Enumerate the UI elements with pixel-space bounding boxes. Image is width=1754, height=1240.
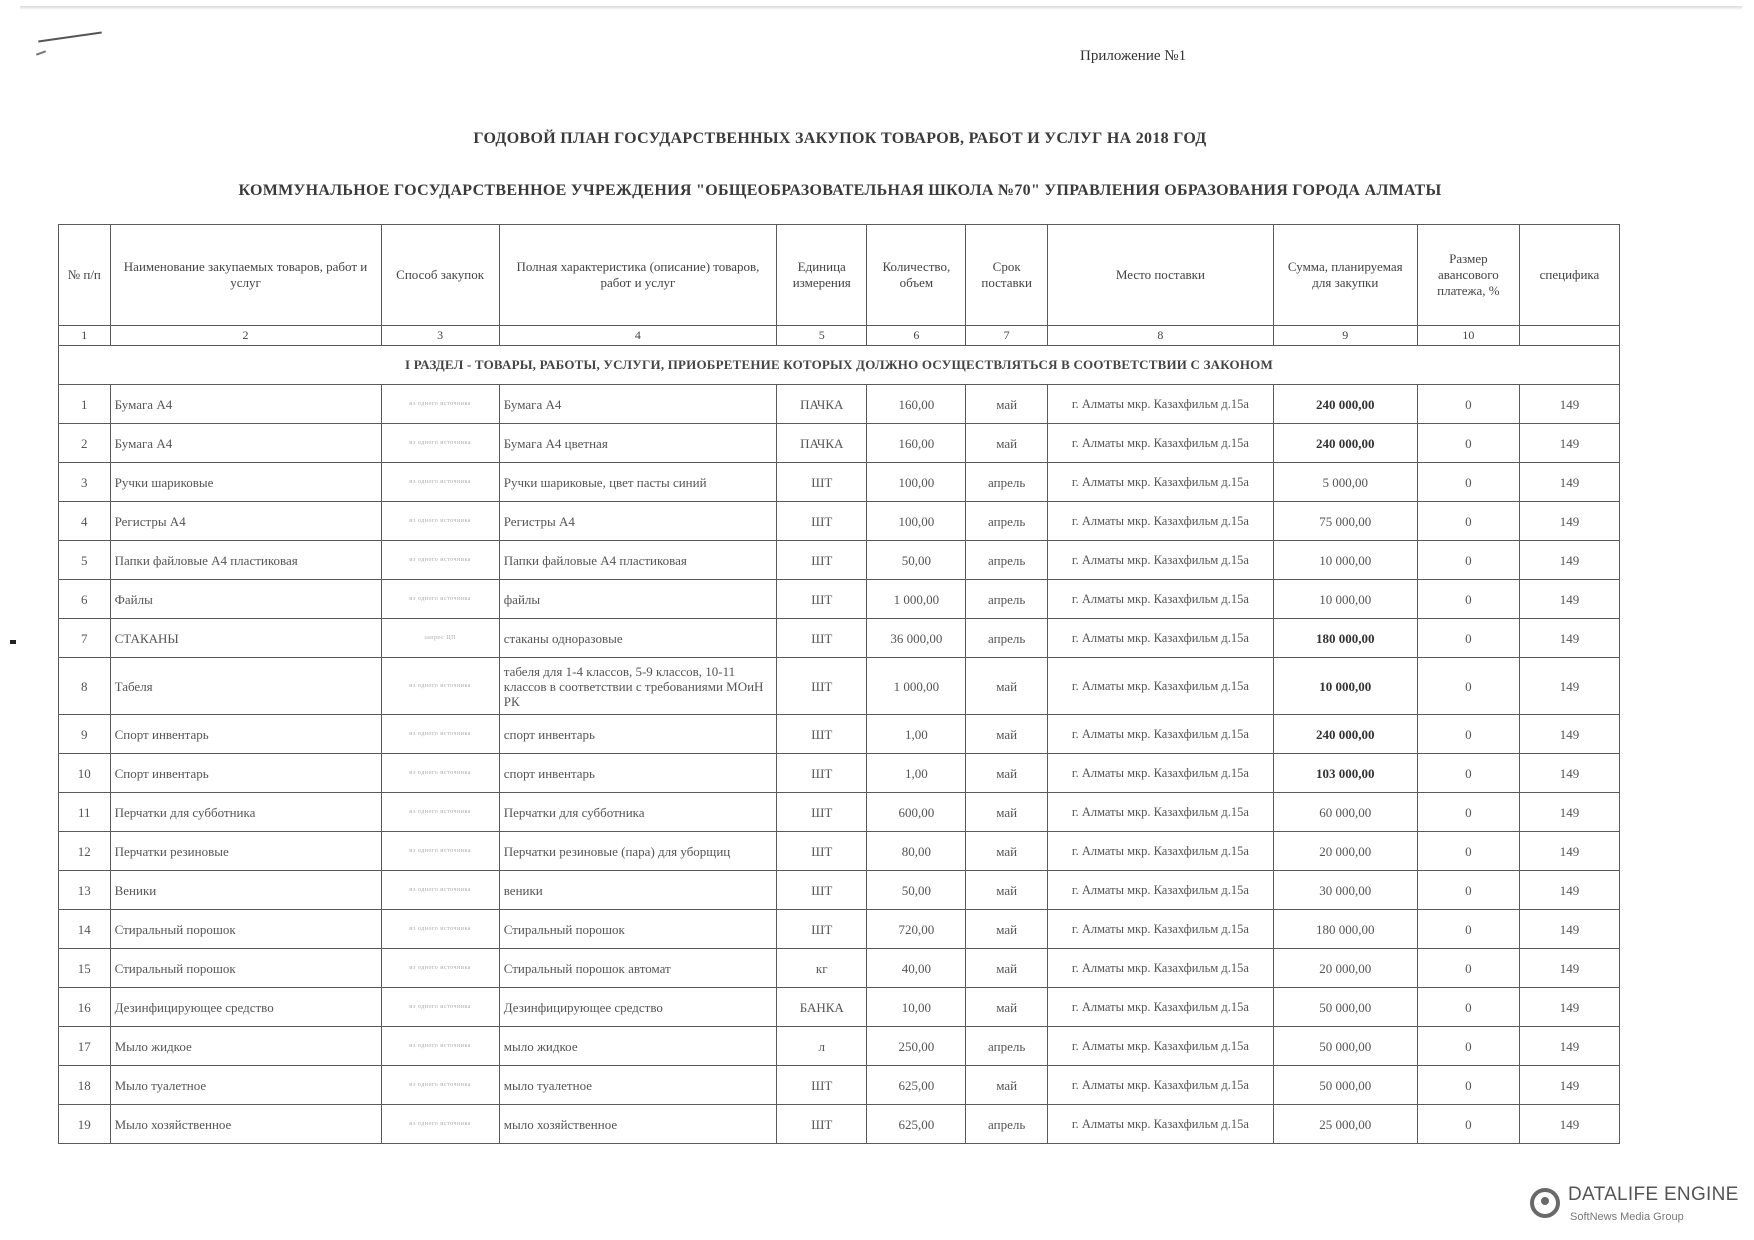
item-description: Регистры А4: [499, 502, 776, 541]
table-row: [59, 793, 1620, 832]
delivery-term: май: [966, 754, 1048, 793]
unit-of-measure: БАНКА: [777, 988, 867, 1027]
item-description: табеля для 1-4 классов, 5-9 классов, 10-11 классов в соответствии с требованиями МОиН РК: [499, 658, 776, 715]
specific-code: 149: [1519, 1105, 1619, 1144]
table-row: [59, 619, 1620, 658]
procurement-method: из одного источника: [381, 871, 499, 910]
advance-payment: 0: [1417, 715, 1519, 754]
delivery-place: г. Алматы мкр. Казахфильм д.15а: [1048, 424, 1274, 463]
scan-edge: [20, 6, 1742, 10]
procurement-method: из одного источника: [381, 424, 499, 463]
planned-sum: 20 000,00: [1273, 949, 1417, 988]
appendix-label: Приложение №1: [1080, 48, 1187, 64]
delivery-term: апрель: [966, 619, 1048, 658]
planned-sum: 240 000,00: [1273, 385, 1417, 424]
column-header: Наименование закупаемых товаров, работ и услуг: [110, 225, 381, 326]
row-number: 10: [59, 754, 111, 793]
unit-of-measure: ШТ: [777, 580, 867, 619]
item-name: Ручки шариковые: [110, 463, 381, 502]
delivery-place: г. Алматы мкр. Казахфильм д.15а: [1048, 502, 1274, 541]
quantity: 50,00: [867, 871, 966, 910]
row-number: 3: [59, 463, 111, 502]
delivery-place: г. Алматы мкр. Казахфильм д.15а: [1048, 949, 1274, 988]
procurement-method: из одного источника: [381, 910, 499, 949]
advance-payment: 0: [1417, 502, 1519, 541]
quantity: 10,00: [867, 988, 966, 1027]
item-description: мыло жидкое: [499, 1027, 776, 1066]
delivery-place: г. Алматы мкр. Казахфильм д.15а: [1048, 1105, 1274, 1144]
specific-code: 149: [1519, 619, 1619, 658]
delivery-term: май: [966, 715, 1048, 754]
planned-sum: 25 000,00: [1273, 1105, 1417, 1144]
delivery-term: апрель: [966, 1027, 1048, 1066]
specific-code: 149: [1519, 424, 1619, 463]
unit-of-measure: ПАЧКА: [777, 424, 867, 463]
item-description: Ручки шариковые, цвет пасты синий: [499, 463, 776, 502]
item-description: мыло туалетное: [499, 1066, 776, 1105]
quantity: 36 000,00: [867, 619, 966, 658]
quantity: 1 000,00: [867, 580, 966, 619]
table-row: [59, 1105, 1620, 1144]
unit-of-measure: ШТ: [777, 619, 867, 658]
planned-sum: 30 000,00: [1273, 871, 1417, 910]
row-number: 12: [59, 832, 111, 871]
column-header: Сумма, планируемая для закупки: [1273, 225, 1417, 326]
procurement-method: из одного источника: [381, 1105, 499, 1144]
planned-sum: 75 000,00: [1273, 502, 1417, 541]
specific-code: 149: [1519, 463, 1619, 502]
item-name: Файлы: [110, 580, 381, 619]
item-name: Перчатки для субботника: [110, 793, 381, 832]
delivery-term: май: [966, 385, 1048, 424]
table-row: [59, 715, 1620, 754]
delivery-place: г. Алматы мкр. Казахфильм д.15а: [1048, 619, 1274, 658]
quantity: 625,00: [867, 1105, 966, 1144]
item-name: Стиральный порошок: [110, 910, 381, 949]
delivery-term: май: [966, 793, 1048, 832]
quantity: 40,00: [867, 949, 966, 988]
item-description: Бумага А4: [499, 385, 776, 424]
specific-code: 149: [1519, 910, 1619, 949]
row-number: 6: [59, 580, 111, 619]
quantity: 1,00: [867, 754, 966, 793]
unit-of-measure: ПАЧКА: [777, 385, 867, 424]
specific-code: 149: [1519, 715, 1619, 754]
delivery-place: г. Алматы мкр. Казахфильм д.15а: [1048, 1027, 1274, 1066]
specific-code: 149: [1519, 832, 1619, 871]
quantity: 160,00: [867, 424, 966, 463]
unit-of-measure: ШТ: [777, 463, 867, 502]
row-number: 1: [59, 385, 111, 424]
column-number: 4: [499, 326, 776, 346]
column-number: 6: [867, 326, 966, 346]
specific-code: 149: [1519, 793, 1619, 832]
row-number: 19: [59, 1105, 111, 1144]
column-header: Место поставки: [1048, 225, 1274, 326]
planned-sum: 60 000,00: [1273, 793, 1417, 832]
procurement-method: из одного источника: [381, 754, 499, 793]
row-number: 16: [59, 988, 111, 1027]
specific-code: 149: [1519, 1066, 1619, 1105]
planned-sum: 50 000,00: [1273, 1066, 1417, 1105]
specific-code: 149: [1519, 580, 1619, 619]
planned-sum: 10 000,00: [1273, 541, 1417, 580]
quantity: 625,00: [867, 1066, 966, 1105]
advance-payment: 0: [1417, 580, 1519, 619]
planned-sum: 5 000,00: [1273, 463, 1417, 502]
delivery-place: г. Алматы мкр. Казахфильм д.15а: [1048, 541, 1274, 580]
specific-code: 149: [1519, 385, 1619, 424]
table-row: [59, 658, 1620, 715]
delivery-term: май: [966, 658, 1048, 715]
advance-payment: 0: [1417, 385, 1519, 424]
pen-mark: [36, 50, 46, 55]
item-description: Перчатки для субботника: [499, 793, 776, 832]
item-name: Папки файловые А4 пластиковая: [110, 541, 381, 580]
column-number: [1519, 326, 1619, 346]
unit-of-measure: ШТ: [777, 502, 867, 541]
planned-sum: 103 000,00: [1273, 754, 1417, 793]
quantity: 1 000,00: [867, 658, 966, 715]
watermark-logo-icon: [1530, 1188, 1560, 1218]
delivery-term: май: [966, 1066, 1048, 1105]
advance-payment: 0: [1417, 793, 1519, 832]
row-number: 2: [59, 424, 111, 463]
item-description: стаканы одноразовые: [499, 619, 776, 658]
specific-code: 149: [1519, 1027, 1619, 1066]
delivery-place: г. Алматы мкр. Казахфильм д.15а: [1048, 871, 1274, 910]
delivery-place: г. Алматы мкр. Казахфильм д.15а: [1048, 658, 1274, 715]
column-number: 1: [59, 326, 111, 346]
section-row: [59, 346, 1620, 385]
planned-sum: 240 000,00: [1273, 715, 1417, 754]
column-header: Способ закупок: [381, 225, 499, 326]
item-description: веники: [499, 871, 776, 910]
planned-sum: 180 000,00: [1273, 910, 1417, 949]
unit-of-measure: ШТ: [777, 1105, 867, 1144]
procurement-method: из одного источника: [381, 1027, 499, 1066]
quantity: 50,00: [867, 541, 966, 580]
item-description: Бумага А4 цветная: [499, 424, 776, 463]
delivery-place: г. Алматы мкр. Казахфильм д.15а: [1048, 385, 1274, 424]
procurement-method: из одного источника: [381, 832, 499, 871]
unit-of-measure: ШТ: [777, 541, 867, 580]
advance-payment: 0: [1417, 1105, 1519, 1144]
delivery-place: г. Алматы мкр. Казахфильм д.15а: [1048, 580, 1274, 619]
item-name: Мыло туалетное: [110, 1066, 381, 1105]
table-row: [59, 502, 1620, 541]
table-row: [59, 424, 1620, 463]
item-name: Бумага А4: [110, 385, 381, 424]
item-name: Спорт инвентарь: [110, 715, 381, 754]
quantity: 600,00: [867, 793, 966, 832]
column-number: 9: [1273, 326, 1417, 346]
specific-code: 149: [1519, 949, 1619, 988]
organization-title: КОММУНАЛЬНОЕ ГОСУДАРСТВЕННОЕ УЧРЕЖДЕНИЯ "ОБЩЕОБРАЗОВАТЕЛЬНАЯ ШКОЛА №70" УПРАВЛЕНИЯ ОБРАЗОВАНИЯ ГОРОДА АЛМАТЫ: [238, 182, 1442, 199]
table-row: [59, 1066, 1620, 1105]
item-name: Бумага А4: [110, 424, 381, 463]
item-name: Регистры А4: [110, 502, 381, 541]
column-header: № п/п: [59, 225, 111, 326]
quantity: 160,00: [867, 385, 966, 424]
delivery-term: май: [966, 949, 1048, 988]
row-number: 8: [59, 658, 111, 715]
column-header: Количество, объем: [867, 225, 966, 326]
table-row: [59, 910, 1620, 949]
planned-sum: 20 000,00: [1273, 832, 1417, 871]
delivery-place: г. Алматы мкр. Казахфильм д.15а: [1048, 910, 1274, 949]
specific-code: 149: [1519, 502, 1619, 541]
delivery-place: г. Алматы мкр. Казахфильм д.15а: [1048, 793, 1274, 832]
row-number: 14: [59, 910, 111, 949]
table-header-row: [59, 225, 1620, 326]
advance-payment: 0: [1417, 949, 1519, 988]
procurement-method: из одного источника: [381, 793, 499, 832]
unit-of-measure: ШТ: [777, 1066, 867, 1105]
row-number: 4: [59, 502, 111, 541]
item-name: Спорт инвентарь: [110, 754, 381, 793]
unit-of-measure: кг: [777, 949, 867, 988]
table-row: [59, 580, 1620, 619]
quantity: 250,00: [867, 1027, 966, 1066]
delivery-place: г. Алматы мкр. Казахфильм д.15а: [1048, 463, 1274, 502]
advance-payment: 0: [1417, 1066, 1519, 1105]
column-header: Единица измерения: [777, 225, 867, 326]
unit-of-measure: ШТ: [777, 658, 867, 715]
delivery-term: апрель: [966, 463, 1048, 502]
table-row: [59, 871, 1620, 910]
row-number: 17: [59, 1027, 111, 1066]
procurement-method: из одного источника: [381, 658, 499, 715]
item-name: СТАКАНЫ: [110, 619, 381, 658]
delivery-place: г. Алматы мкр. Казахфильм д.15а: [1048, 715, 1274, 754]
planned-sum: 240 000,00: [1273, 424, 1417, 463]
table-row: [59, 385, 1620, 424]
procurement-method: из одного источника: [381, 463, 499, 502]
item-description: Стиральный порошок автомат: [499, 949, 776, 988]
specific-code: 149: [1519, 988, 1619, 1027]
procurement-method: из одного источника: [381, 1066, 499, 1105]
procurement-method: из одного источника: [381, 580, 499, 619]
column-header: Полная характеристика (описание) товаров, работ и услуг: [499, 225, 776, 326]
advance-payment: 0: [1417, 463, 1519, 502]
unit-of-measure: ШТ: [777, 832, 867, 871]
column-number: 7: [966, 326, 1048, 346]
column-number: 3: [381, 326, 499, 346]
column-header: Срок поставки: [966, 225, 1048, 326]
procurement-method: из одного источника: [381, 715, 499, 754]
unit-of-measure: ШТ: [777, 793, 867, 832]
table-row: [59, 832, 1620, 871]
advance-payment: 0: [1417, 832, 1519, 871]
column-number: 8: [1048, 326, 1274, 346]
row-number: 5: [59, 541, 111, 580]
item-name: Стиральный порошок: [110, 949, 381, 988]
delivery-place: г. Алматы мкр. Казахфильм д.15а: [1048, 988, 1274, 1027]
advance-payment: 0: [1417, 988, 1519, 1027]
delivery-place: г. Алматы мкр. Казахфильм д.15а: [1048, 754, 1274, 793]
column-header: специфика: [1519, 225, 1619, 326]
delivery-term: апрель: [966, 502, 1048, 541]
unit-of-measure: л: [777, 1027, 867, 1066]
column-header: Размер авансового платежа, %: [1417, 225, 1519, 326]
planned-sum: 180 000,00: [1273, 619, 1417, 658]
procurement-method: из одного источника: [381, 502, 499, 541]
quantity: 80,00: [867, 832, 966, 871]
advance-payment: 0: [1417, 541, 1519, 580]
row-number: 9: [59, 715, 111, 754]
item-description: Стиральный порошок: [499, 910, 776, 949]
item-description: Папки файловые А4 пластиковая: [499, 541, 776, 580]
specific-code: 149: [1519, 541, 1619, 580]
item-name: Мыло хозяйственное: [110, 1105, 381, 1144]
quantity: 100,00: [867, 463, 966, 502]
delivery-term: апрель: [966, 541, 1048, 580]
item-description: файлы: [499, 580, 776, 619]
specific-code: 149: [1519, 754, 1619, 793]
advance-payment: 0: [1417, 1027, 1519, 1066]
row-number: 13: [59, 871, 111, 910]
item-name: Дезинфицирующее средство: [110, 988, 381, 1027]
row-number: 18: [59, 1066, 111, 1105]
table-row: [59, 463, 1620, 502]
item-name: Перчатки резиновые: [110, 832, 381, 871]
row-number: 7: [59, 619, 111, 658]
quantity: 720,00: [867, 910, 966, 949]
advance-payment: 0: [1417, 871, 1519, 910]
planned-sum: 50 000,00: [1273, 1027, 1417, 1066]
procurement-method: из одного источника: [381, 949, 499, 988]
column-number-row: [59, 326, 1620, 346]
procurement-method: из одного источника: [381, 541, 499, 580]
unit-of-measure: ШТ: [777, 910, 867, 949]
item-description: спорт инвентарь: [499, 754, 776, 793]
unit-of-measure: ШТ: [777, 871, 867, 910]
specific-code: 149: [1519, 658, 1619, 715]
delivery-term: май: [966, 832, 1048, 871]
item-description: Дезинфицирующее средство: [499, 988, 776, 1027]
watermark-subtitle: SoftNews Media Group: [1570, 1211, 1684, 1223]
quantity: 100,00: [867, 502, 966, 541]
delivery-term: май: [966, 988, 1048, 1027]
advance-payment: 0: [1417, 754, 1519, 793]
unit-of-measure: ШТ: [777, 754, 867, 793]
advance-payment: 0: [1417, 910, 1519, 949]
item-description: спорт инвентарь: [499, 715, 776, 754]
delivery-place: г. Алматы мкр. Казахфильм д.15а: [1048, 1066, 1274, 1105]
item-description: Перчатки резиновые (пара) для уборщиц: [499, 832, 776, 871]
column-number: 10: [1417, 326, 1519, 346]
column-number: 2: [110, 326, 381, 346]
delivery-place: г. Алматы мкр. Казахфильм д.15а: [1048, 832, 1274, 871]
advance-payment: 0: [1417, 619, 1519, 658]
table-row: [59, 988, 1620, 1027]
delivery-term: май: [966, 871, 1048, 910]
advance-payment: 0: [1417, 658, 1519, 715]
planned-sum: 10 000,00: [1273, 658, 1417, 715]
delivery-term: апрель: [966, 580, 1048, 619]
advance-payment: 0: [1417, 424, 1519, 463]
delivery-term: май: [966, 424, 1048, 463]
unit-of-measure: ШТ: [777, 715, 867, 754]
procurement-method: запрос ЦП: [381, 619, 499, 658]
delivery-term: май: [966, 910, 1048, 949]
item-name: Веники: [110, 871, 381, 910]
planned-sum: 50 000,00: [1273, 988, 1417, 1027]
pen-mark: [38, 32, 102, 43]
item-name: Табеля: [110, 658, 381, 715]
scan-speck: [10, 640, 16, 644]
planned-sum: 10 000,00: [1273, 580, 1417, 619]
watermark-brand: DATALIFE ENGINE: [1568, 1184, 1739, 1205]
table-row: [59, 754, 1620, 793]
table-row: [59, 1027, 1620, 1066]
watermark: [1530, 1184, 1744, 1232]
delivery-term: апрель: [966, 1105, 1048, 1144]
row-number: 11: [59, 793, 111, 832]
item-description: мыло хозяйственное: [499, 1105, 776, 1144]
procurement-method: из одного источника: [381, 385, 499, 424]
item-name: Мыло жидкое: [110, 1027, 381, 1066]
table-row: [59, 541, 1620, 580]
specific-code: 149: [1519, 871, 1619, 910]
quantity: 1,00: [867, 715, 966, 754]
table-row: [59, 949, 1620, 988]
procurement-plan-table: [58, 224, 1620, 1144]
procurement-method: из одного источника: [381, 988, 499, 1027]
document-title: ГОДОВОЙ ПЛАН ГОСУДАРСТВЕННЫХ ЗАКУПОК ТОВАРОВ, РАБОТ И УСЛУГ НА 2018 ГОД: [473, 130, 1207, 147]
row-number: 15: [59, 949, 111, 988]
column-number: 5: [777, 326, 867, 346]
section-title: I РАЗДЕЛ - ТОВАРЫ, РАБОТЫ, УСЛУГИ, ПРИОБРЕТЕНИЕ КОТОРЫХ ДОЛЖНО ОСУЩЕСТВЛЯТЬСЯ В СООТВЕТСТВИИ С ЗАКОНОМ: [59, 346, 1620, 385]
